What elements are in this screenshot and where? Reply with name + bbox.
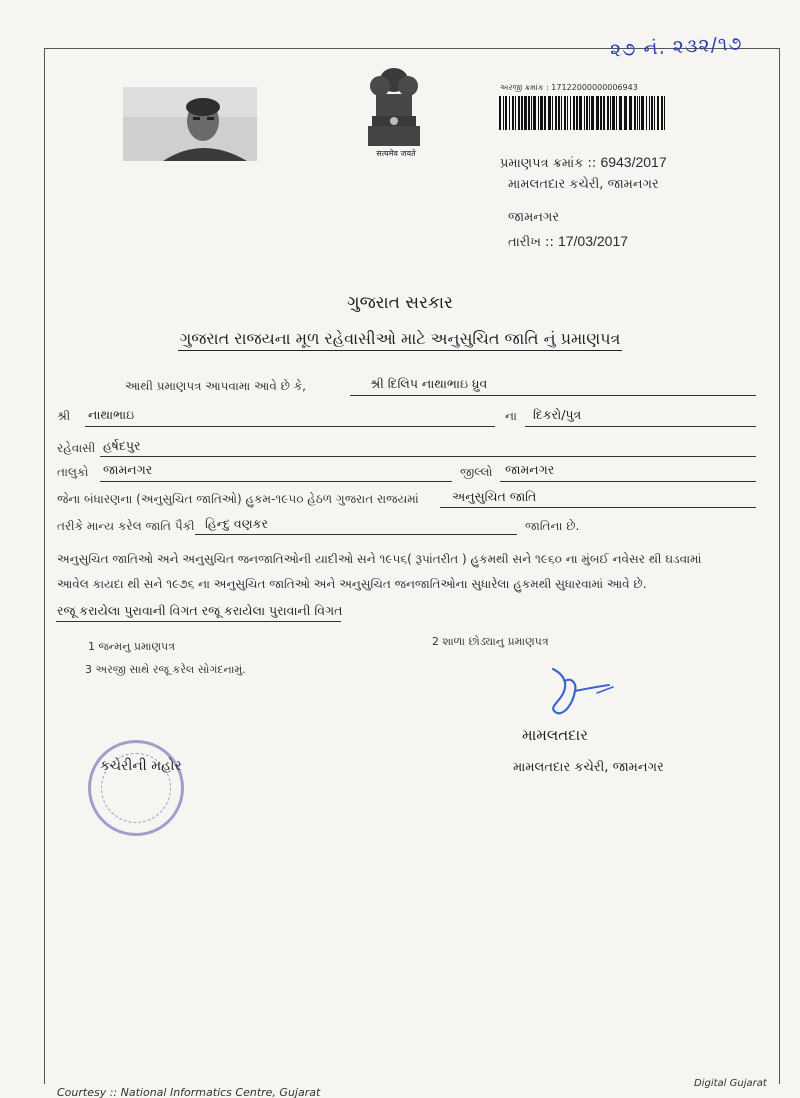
- taluka: જામનગર: [103, 462, 153, 477]
- order-label: જેના બંધારણના (અનુસુચિત જાતિઓ) હુકમ-૧૯૫૦ હેઠળ ગુજરાત રાજયમાં: [57, 492, 419, 506]
- legal-paragraph-line-1: અનુસુચિત જાતિઓ અને અનુસુચિત જનજાતિઓની યાદીઓ સને ૧૯૫૬( રૂપાંતરીત ) હુકમથી સને ૧૯૬૦ ના મુંબઈ નવેસર થી ઘડવામાં: [57, 552, 702, 566]
- handwritten-reference: ૨૭ નં. ૨૩૨/૧૭: [609, 32, 744, 62]
- caste-suffix: જાતિના છે.: [525, 519, 580, 533]
- holder-photo: [123, 87, 257, 161]
- caste-line: [195, 534, 517, 535]
- father-name-line: [85, 426, 495, 427]
- relation: દિકરો/પુત્ર: [533, 407, 582, 422]
- evidence-title-underline: [56, 621, 341, 622]
- evidence-item: 2 શાળા છોડ્યાનુ પ્રમાણપત્ર: [432, 635, 549, 648]
- na-label: ના: [505, 409, 517, 423]
- recognized-label: તરીકે માન્ય કરેલ જાતિ પૈકી: [57, 519, 195, 533]
- certificate-number-value: 6943/2017: [600, 154, 667, 170]
- emblem-motto: सत्यमेव जयते: [376, 149, 416, 158]
- application-number-label: અરજી ક્રમાંક: [500, 83, 544, 92]
- office-seal: [88, 740, 184, 836]
- evidence-item: 1 જન્મનુ પ્રમાણપત્ર: [88, 640, 175, 653]
- barcode: [499, 96, 666, 130]
- issue-date: [508, 233, 628, 250]
- footer-courtesy: Courtesy :: National Informatics Centre, Gujarat: [57, 1086, 321, 1098]
- district: જામનગર: [505, 462, 555, 477]
- intro-label: આથી પ્રમાણપત્ર આપવામા આવે છે કે,: [125, 379, 306, 393]
- category-line: [440, 507, 756, 508]
- certificate-number-label: પ્રમાણપત્ર ક્રમાંક ::: [500, 156, 597, 171]
- issue-date-value: 17/03/2017: [557, 233, 629, 249]
- category: અનુસુચિત જાતિ: [452, 489, 537, 504]
- issuing-office: મામલતદાર કચેરી, જામનગર: [508, 177, 659, 192]
- national-emblem: [358, 62, 430, 162]
- village-line: [100, 456, 756, 457]
- officer-signature: [535, 665, 625, 717]
- caste: હિન્દુ વણકર: [205, 516, 268, 531]
- issuing-city: જામનગર: [508, 210, 560, 225]
- village: હર્ષદપુર: [103, 438, 141, 453]
- district-line: [500, 481, 756, 482]
- shri-label: શ્રી: [57, 409, 71, 423]
- resident-label: રહેવાસી: [57, 441, 96, 455]
- taluka-label: તાલુકો: [57, 465, 89, 479]
- certificate-number: [500, 154, 667, 171]
- taluka-line: [100, 481, 452, 482]
- father-name: નાથાભાઇ: [88, 407, 135, 422]
- holder-name: શ્રી દિલિપ નાથાભાઇ ધ્રુવ: [370, 376, 488, 391]
- seal-label: કચેરીની મહોર: [100, 758, 182, 774]
- footer-brand: Digital Gujarat: [694, 1078, 767, 1089]
- certificate-title: ગુજરાત રાજયના મૂળ રહેવાસીઓ માટે અનુસુચિત જાતિ નું પ્રમાણપત્ર: [0, 329, 800, 349]
- government-title: ગુજરાત સરકાર: [347, 293, 453, 313]
- relation-line: [525, 426, 756, 427]
- application-number: અરજી ક્રમાંક : 17122000000006943: [500, 83, 638, 92]
- holder-name-line: [350, 395, 756, 396]
- evidence-item: 3 અરજી સાથે રજૂ કરેલ સોગંદનામું.: [85, 663, 246, 676]
- officer-office: મામલતદાર કચેરી, જામનગર: [513, 760, 664, 775]
- evidence-title: રજૂ કરાયેલા પુરાવાની વિગત રજૂ કરાયેલા પુરાવાની વિગત: [57, 603, 343, 618]
- issue-date-label: તારીખ ::: [508, 235, 554, 250]
- application-number-value: 17122000000006943: [551, 83, 638, 92]
- district-label: જીલ્લો: [460, 465, 493, 479]
- officer-title: મામલતદાર: [522, 726, 588, 744]
- legal-paragraph-line-2: આવેલ કાયદા થી સને ૧૯૭૬ ના અનુસુચિત જાતિઓ અને અનુસુચિત જનજાતિઓના સુધારેલા હુકમથી સુધારવામાં આવે છે.: [57, 577, 647, 591]
